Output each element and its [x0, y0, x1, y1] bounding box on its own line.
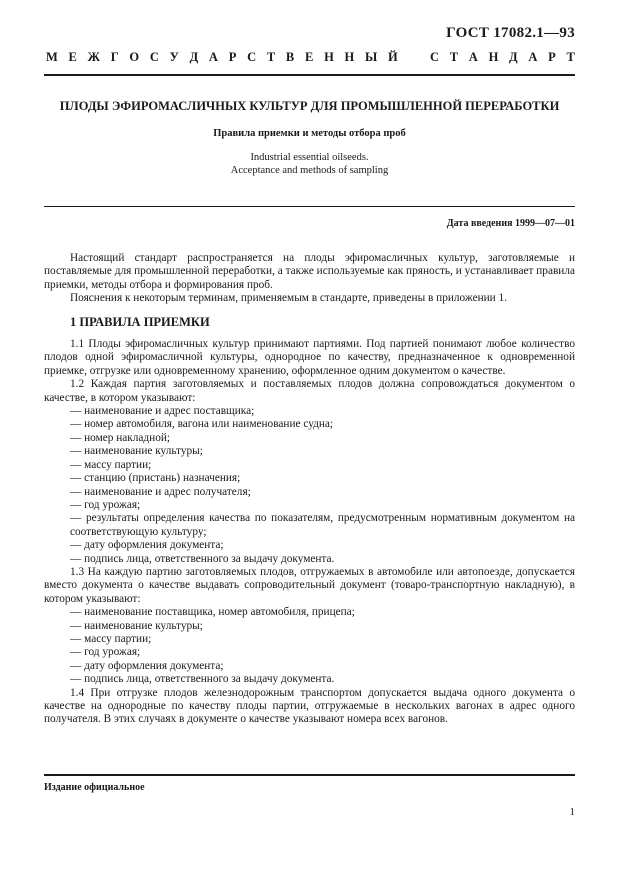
heading-letter: Т: [266, 50, 276, 64]
heading-letter: А: [528, 50, 538, 64]
clause-1-3: 1.3 На каждую партию заготовляемых плодов, отгружаемых в автомобиле или автопоезде, допускается вместо документа о качестве выдавать сопроводительный документ (товаро-транспортную накладную), в котором указывают:: [44, 565, 575, 605]
heading-letter: Е: [304, 50, 314, 64]
gost-number: ГОСТ 17082.1—93: [446, 25, 575, 41]
document-title: ПЛОДЫ ЭФИРОМАСЛИЧНЫХ КУЛЬТУР ДЛЯ ПРОМЫШЛЕННОЙ ПЕРЕРАБОТКИ: [59, 99, 560, 113]
list-item: — дату оформления документа;: [70, 539, 224, 552]
list-item: — год урожая;: [70, 646, 141, 659]
list-item: — подпись лица, ответственного за выдачу документа.: [70, 673, 335, 686]
heading-letter: Р: [228, 50, 237, 64]
page-number: 1: [569, 806, 575, 818]
heading-letter: Т: [449, 50, 459, 64]
heading-letter: Н: [344, 50, 355, 64]
date-of-introduction: Дата введения 1999—07—01: [446, 218, 575, 229]
list-item: — результаты определения качества по показателям, предусмотренным нормативным документом на соответствующую культуру;: [70, 512, 575, 538]
heading-letter: Ж: [87, 50, 100, 64]
title-rule: [44, 206, 575, 207]
intro-paragraph-terms: Пояснения к некоторым терминам, применяемым в стандарте, приведены в приложении 1.: [70, 292, 508, 305]
heading-letter: Д: [189, 50, 199, 64]
list-item: — год урожая;: [70, 498, 141, 511]
english-title-line-1: Industrial essential oilseeds.: [250, 152, 369, 163]
heading-letter: Т: [566, 50, 575, 64]
heading-letter: Д: [509, 50, 518, 64]
english-title-line-2: Acceptance and methods of sampling: [230, 165, 389, 176]
top-rule: [44, 74, 575, 76]
heading-letter: А: [468, 50, 478, 64]
heading-letter: Е: [68, 50, 77, 64]
heading-letter: Н: [324, 50, 334, 64]
heading-letter: Ы: [365, 50, 378, 64]
heading-letter: В: [285, 50, 295, 64]
list-item: — номер накладной;: [70, 431, 171, 444]
footer-rule: [44, 774, 575, 776]
list-item: — наименование и адрес получателя;: [70, 485, 251, 498]
list-item: — массу партии;: [70, 632, 152, 645]
heading-letter: Г: [110, 50, 119, 64]
intro-paragraph: Настоящий стандарт распространяется на плоды эфиромасличных культур, заготовляемые и поставляемые для промышленной переработки, а также используемые как пряность, и устанавливает правила приемки, методы отбора и формирования проб.: [44, 252, 575, 291]
list-item: — подпись лица, ответственного за выдачу документа.: [70, 552, 335, 565]
clause-1-1: 1.1 Плоды эфиромасличных культур принимают партиями. Под партией понимают любое количество плодов одной эфиромасличной культуры, однородное по качеству, предназначенное к одновременной приемке, отгрузке или одновременному хранению, оформленное одним документом о качестве.: [44, 338, 575, 377]
heading-letter: С: [247, 50, 257, 64]
section-heading: 1 ПРАВИЛА ПРИЕМКИ: [70, 314, 210, 329]
list-item: — номер автомобиля, вагона или наименование судна;: [70, 418, 334, 431]
heading-letter: М: [46, 50, 58, 64]
heading-letter: Й: [388, 50, 398, 64]
heading-letter: О: [129, 50, 140, 64]
clause-1-2-list: [44, 405, 575, 566]
list-item: — наименование и адрес поставщика;: [70, 405, 255, 418]
heading-letter: У: [169, 50, 179, 64]
list-item: — станцию (пристань) назначения;: [70, 472, 241, 485]
document-subtitle: Правила приемки и методы отбора проб: [213, 128, 406, 139]
document-body: [44, 252, 575, 727]
list-item: — массу партии;: [70, 458, 152, 471]
heading-letter: Р: [548, 50, 556, 64]
heading-letter: Н: [488, 50, 499, 64]
interstate-standard-heading: [46, 50, 575, 70]
list-item: — наименование культуры;: [70, 619, 203, 632]
list-item: — наименование поставщика, номер автомобиля, прицепа;: [70, 606, 355, 619]
edition-label: Издание официальное: [44, 782, 145, 793]
clause-1-2: 1.2 Каждая партия заготовляемых и поставляемых плодов должна сопровождаться документом о качестве, в котором указывают:: [44, 378, 575, 404]
heading-letter: С: [149, 50, 159, 64]
heading-letter: С: [429, 50, 439, 64]
heading-letter: А: [208, 50, 218, 64]
list-item: — наименование культуры;: [70, 445, 203, 458]
list-item: — дату оформления документа;: [70, 659, 224, 672]
clause-1-3-list: [44, 606, 575, 686]
clause-1-4: 1.4 При отгрузке плодов железнодорожным транспортом допускается выдача одного документа о качестве на однородные по качеству плоды партии, отгружаемые в нескольких вагонах в адрес одного получателя. В этих случаях в документе о качестве указывают номера всех вагонов.: [44, 686, 575, 726]
